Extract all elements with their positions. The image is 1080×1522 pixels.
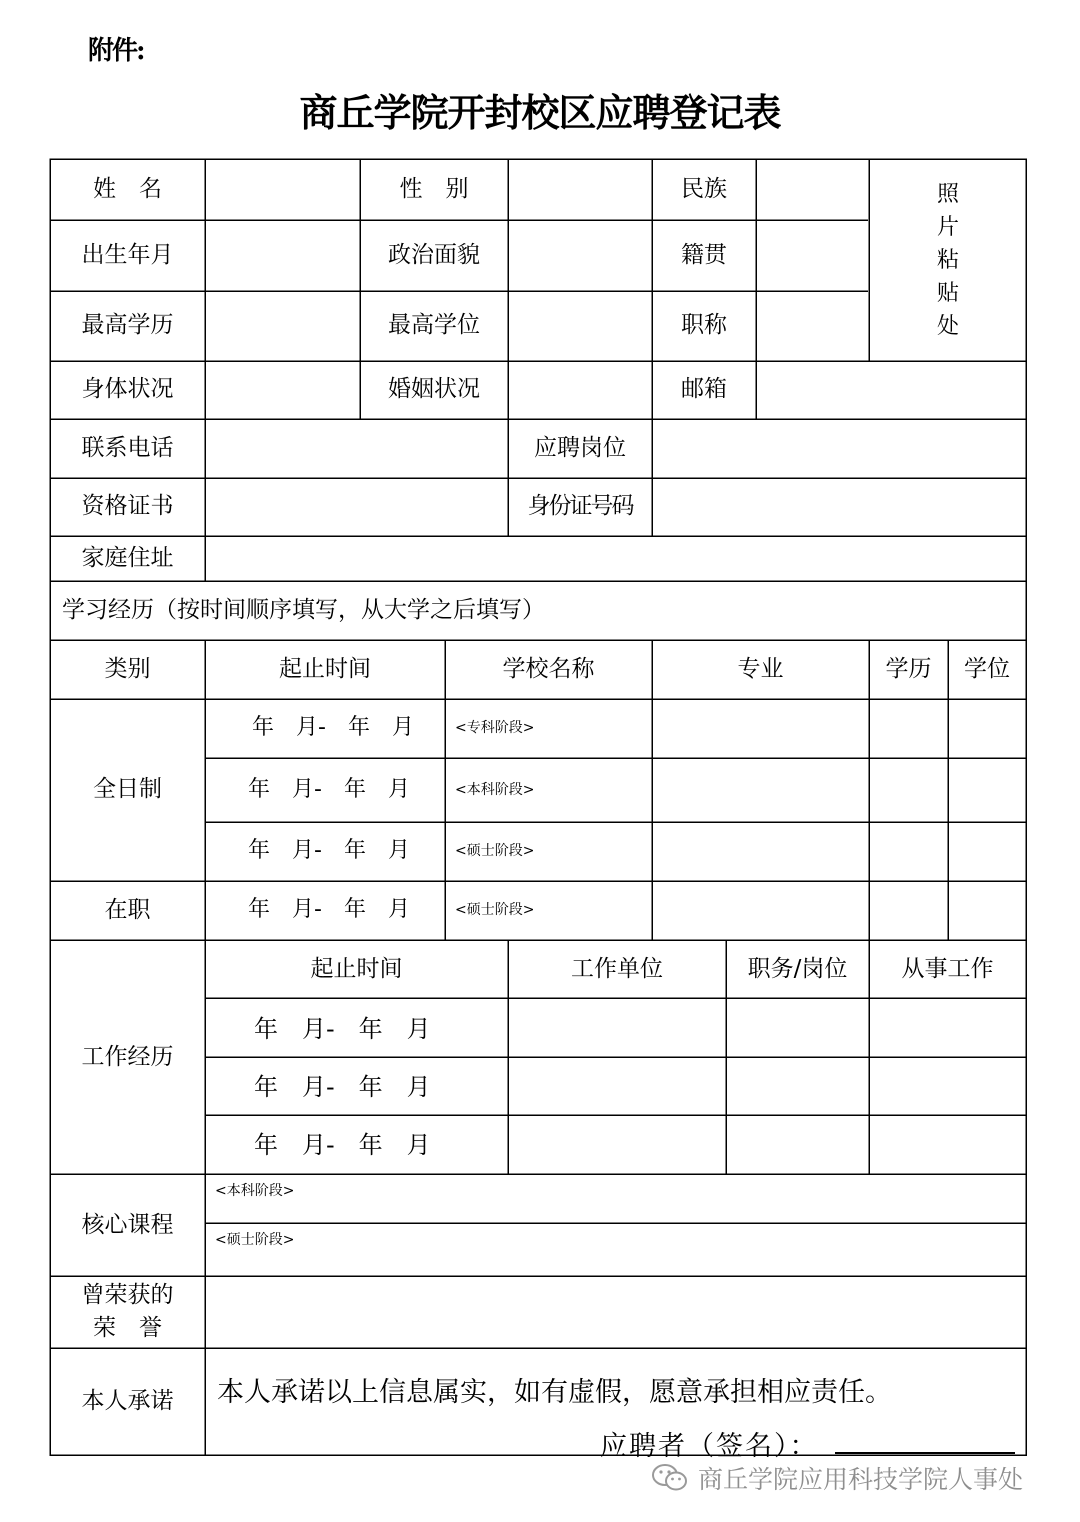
work-row-1-period: 年 月- 年 月	[254, 1015, 431, 1043]
study-in-service-label: 在职	[104, 897, 151, 923]
pledge-label: 本人承诺	[81, 1388, 174, 1414]
work-header-work: 从事工作	[901, 956, 994, 982]
label-gender: 性 别	[399, 176, 469, 202]
work-row-2-period: 年 月- 年 月	[254, 1073, 431, 1101]
work-label: 工作经历	[81, 1044, 174, 1070]
watermark	[650, 1460, 1023, 1496]
label-name: 姓 名	[93, 176, 162, 202]
label-native-place: 籍贯	[681, 242, 727, 268]
study-full-time-label: 全日制	[93, 776, 162, 802]
study-header-degree: 学位	[964, 656, 1010, 682]
pledge-text: 本人承诺以上信息属实，如有虚假，愿意承担相应责任。	[217, 1377, 892, 1408]
label-address: 家庭住址	[81, 545, 174, 571]
label-degree: 最高学位	[388, 312, 480, 338]
label-certificate: 资格证书	[81, 493, 174, 519]
honors-label-line2: 荣 誉	[93, 1315, 162, 1341]
label-marital: 婚姻状况	[388, 376, 480, 402]
study-header-edu: 学历	[885, 656, 932, 682]
study-row-1-period: 年 月- 年 月	[252, 715, 414, 740]
label-political: 政治面貌	[388, 242, 480, 268]
study-header-school: 学校名称	[502, 656, 595, 682]
study-header-category: 类别	[104, 656, 151, 682]
label-health: 身体状况	[81, 376, 174, 402]
study-row-3-stage: <硕士阶段>	[455, 843, 535, 859]
courses-undergrad-stage: <本科阶段>	[215, 1183, 295, 1199]
signature-label: 应聘者（签名）：	[600, 1431, 819, 1462]
watermark-text: 商丘学院应用科技学院人事处	[698, 1465, 1024, 1494]
label-id-number: 身份证号码	[527, 493, 633, 519]
label-position: 应聘岗位	[534, 435, 626, 461]
courses-master-stage: <硕士阶段>	[215, 1232, 295, 1248]
work-header-employer: 工作单位	[571, 956, 663, 982]
study-row-1-stage: <专科阶段>	[455, 720, 535, 736]
work-header-period: 起止时间	[310, 956, 403, 982]
signature-line[interactable]	[835, 1452, 1015, 1454]
study-row-2-period: 年 月- 年 月	[248, 777, 410, 802]
label-ethnicity: 民族	[681, 176, 727, 202]
study-header-period: 起止时间	[279, 656, 371, 682]
page-title: 商丘学院开封校区应聘登记表	[299, 90, 781, 135]
photo-placeholder	[870, 178, 1026, 343]
photo-char: 粘	[936, 248, 959, 273]
study-row-4-stage: <硕士阶段>	[455, 902, 535, 918]
attachment-label: 附件:	[88, 36, 144, 66]
wechat-icon	[650, 1462, 690, 1494]
work-row-3-period: 年 月- 年 月	[254, 1131, 431, 1159]
photo-char: 贴	[936, 281, 959, 306]
label-birth: 出生年月	[81, 242, 174, 268]
photo-char: 片	[936, 215, 959, 240]
study-row-4-period: 年 月- 年 月	[248, 897, 410, 922]
label-phone: 联系电话	[81, 435, 174, 461]
honors-label-line1: 曾荣获的	[81, 1282, 174, 1308]
study-row-2-stage: <本科阶段>	[455, 782, 535, 798]
study-header-major: 专业	[737, 656, 784, 682]
photo-char: 处	[936, 314, 959, 339]
study-row-3-period: 年 月- 年 月	[248, 838, 410, 863]
work-header-role: 职务/岗位	[747, 956, 848, 982]
study-section-title: 学习经历（按时间顺序填写，从大学之后填写）	[62, 597, 545, 623]
courses-label: 核心课程	[81, 1212, 174, 1238]
label-job-title: 职称	[681, 312, 727, 338]
label-email: 邮箱	[681, 376, 727, 402]
photo-char: 照	[936, 182, 959, 207]
label-education: 最高学历	[81, 312, 174, 338]
